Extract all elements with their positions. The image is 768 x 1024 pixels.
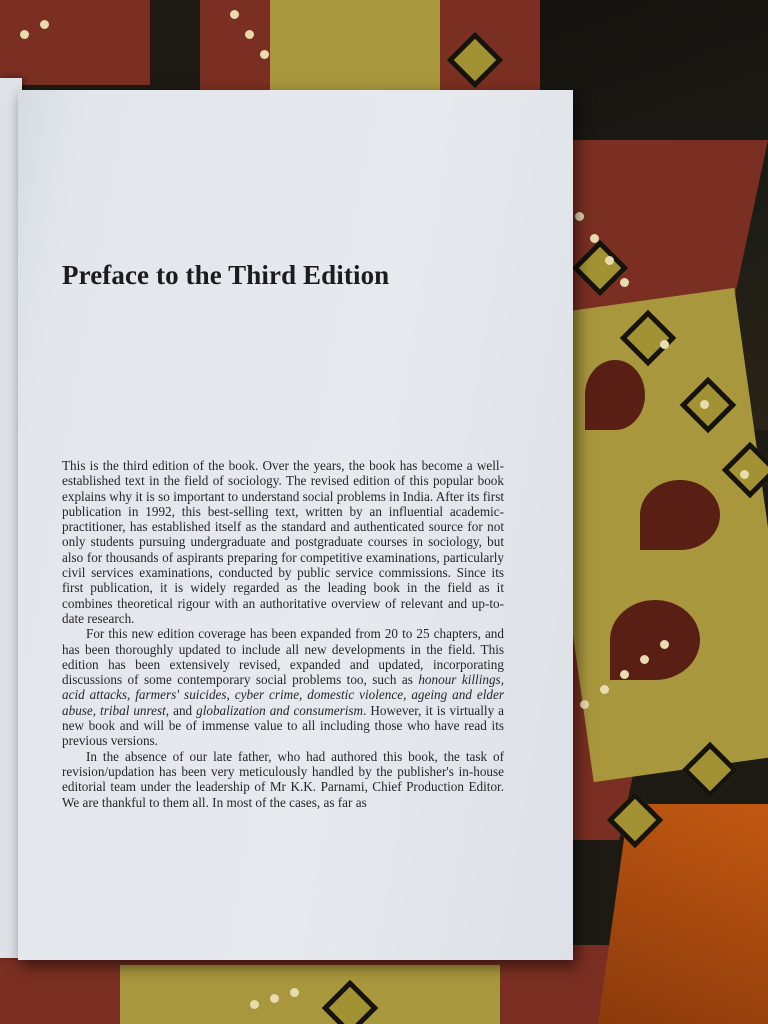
paisley-motif	[610, 600, 700, 680]
fabric-dot	[580, 700, 589, 709]
fabric-dot	[575, 212, 584, 221]
paragraph-3	[62, 749, 504, 810]
fabric-dot	[230, 10, 239, 19]
paragraph-1	[62, 458, 504, 626]
preface-body	[62, 458, 504, 810]
text-segment: . However, it is virtually a new book and will be of immense value to all including those who have read its previous versions.	[62, 702, 505, 749]
fabric-dot	[20, 30, 29, 39]
italic-text-segment: honour killings, acid attacks, farmers' suicides, cyber crime, domestic violence, ageing and elder abuse, tribal unrest,	[62, 672, 504, 718]
fabric-dot	[250, 1000, 259, 1009]
text-segment: For this new edition coverage has been expanded from 20 to 25 chapters, and has been thoroughly updated to include all new developments in the field. This edition has been extensively revised, expanded and updated, incorporating discussions of some contemporary social problems too, such as	[62, 626, 504, 688]
italic-text-segment: globalization and consumerism	[196, 702, 364, 718]
text-segment: This is the third edition of the book. Over the years, the book has become a well-established text in the field of sociology. The revised edition of this popular book explains why it is so important to understand social problems in India. After its first publication in 1992, this best-selling text, written by an influential academic-practitioner, has established itself as the standard and authenticated source for not only students pursuing undergraduate and postgraduate courses in sociology, but also for thousands of aspirants preparing for competitive examinations, particularly civil services examinations, conducted by public service commissions. Since its first publication, it is widely regarded as the leading book in the field as it combines theoretical rigour with an authoritative overview of relevant and up-to-date research.	[62, 458, 504, 626]
fabric-dot	[740, 470, 749, 479]
fabric-band-left-top	[0, 0, 150, 85]
paragraph-2	[62, 626, 504, 748]
fabric-dot	[600, 685, 609, 694]
fabric-dot	[700, 400, 709, 409]
fabric-dot	[605, 256, 614, 265]
paisley-motif	[640, 480, 720, 550]
fabric-dot	[260, 50, 269, 59]
paisley-motif	[585, 360, 645, 430]
fabric-dot	[245, 30, 254, 39]
page-title: Preface to the Third Edition	[62, 260, 390, 290]
book-page	[18, 90, 573, 960]
fabric-dot	[590, 234, 599, 243]
text-segment: In the absence of our late father, who had authored this book, the task of revision/updation has been very meticulously handled by the publisher's in-house editorial team under the leadership of Mr K.K. Parnami, Chief Production Editor. We are thankful to them all. In most of the cases, as far as	[62, 748, 504, 810]
fabric-dot	[270, 994, 279, 1003]
text-segment: and	[169, 702, 197, 718]
fabric-dot	[660, 340, 669, 349]
fabric-olive-top	[270, 0, 440, 90]
reverse-side-bleed	[48, 140, 568, 155]
fabric-dot	[40, 20, 49, 29]
fabric-dot	[620, 278, 629, 287]
fabric-dot	[620, 670, 629, 679]
fabric-dot	[660, 640, 669, 649]
fabric-dot	[290, 988, 299, 997]
fabric-dot	[640, 655, 649, 664]
fabric-olive-bottom	[120, 965, 500, 1024]
